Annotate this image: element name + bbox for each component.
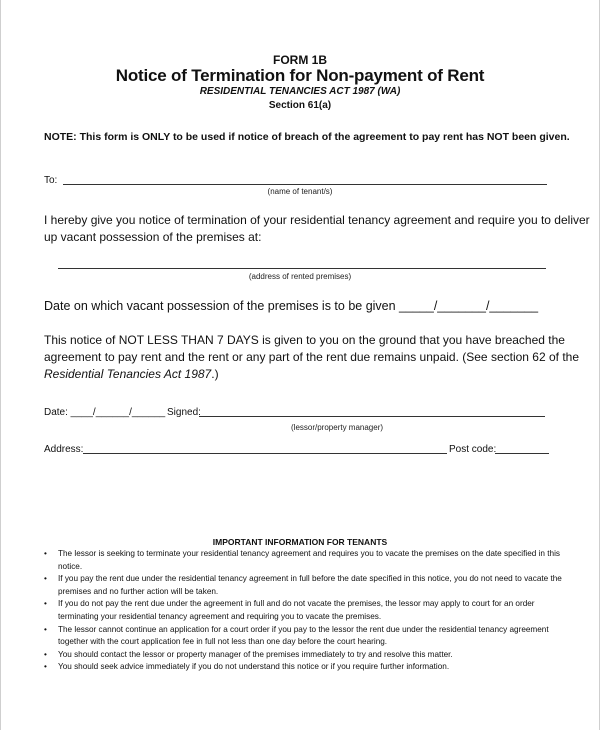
tenant-name-field[interactable] [63,184,547,185]
usage-note: NOTE: This form is ONLY to be used if notice of breach of the agreement to pay rent has NOT been given. [44,131,570,143]
signature-caption: (lessor/property manager) [291,423,384,432]
section-reference: Section 61(a) [268,100,332,111]
info-bullet: • You should contact the lessor or property manager of the premises immediately to try and resolve this matter. [44,649,564,662]
signed-label: Signed: [167,407,201,418]
postcode-label: Post code: [449,444,497,455]
days-paragraph-line-2: agreement to pay rent and the rent or any part of the rent due remains unpaid. (See section 62 of the [44,350,580,364]
form-title: Notice of Termination for Non-payment of Rent [115,66,485,85]
signature-date-field[interactable]: Date: ____/______/______ [44,407,166,418]
act-reference: Residential Tenancies Act 1987 [44,367,212,381]
info-bullet-list [44,548,564,674]
form-number: FORM 1B [273,53,327,67]
tenant-name-caption: (name of tenant/s) [267,187,333,196]
vacant-possession-date[interactable]: Date on which vacant possession of the premises is to be given _____/_______/_______ [44,299,539,313]
to-label: To: [44,175,58,186]
days-paragraph-line-3 [44,366,219,383]
info-bullet: • The lessor is seeking to terminate your residential tenancy agreement and requires you to vacate the premises on the date specified in this notice. [44,548,564,573]
info-bullet: • The lessor cannot continue an application for a court order if you pay to the lessor the rent due under the residential tenancy agreement together with the court application fee in full not less than one day before the court hearing. [44,624,564,649]
address-label: Address: [44,444,84,455]
info-bullet: • If you do not pay the rent due under the agreement in full and do not vacate the premises, the lessor may apply to court for an order terminating your residential tenancy agreement and requiring you to vacate the premises. [44,598,564,623]
days-paragraph-line-1: This notice of NOT LESS THAN 7 DAYS is given to you on the ground that you have breached the [44,333,565,347]
postcode-field[interactable] [495,453,549,454]
lessor-address-field[interactable] [83,453,447,454]
info-bullet: • If you pay the rent due under the residential tenancy agreement in full before the date specified in this notice, you do not need to vacate the premises and no further action will be taken. [44,573,564,598]
info-title: IMPORTANT INFORMATION FOR TENANTS [212,537,388,547]
notice-paragraph-line-2: up vacant possession of the premises at: [44,230,262,244]
signature-field[interactable] [199,416,545,417]
info-bullet: • You should seek advice immediately if you do not understand this notice or if you require further information. [44,661,564,674]
premises-address-caption: (address of rented premises) [248,272,352,281]
premises-address-field[interactable] [58,268,546,269]
notice-paragraph-line-1: I hereby give you notice of termination of your residential tenancy agreement and require you to deliver [44,213,590,227]
act-name: RESIDENTIAL TENANCIES ACT 1987 (WA) [199,86,401,97]
act-reference-end: .) [211,367,219,381]
